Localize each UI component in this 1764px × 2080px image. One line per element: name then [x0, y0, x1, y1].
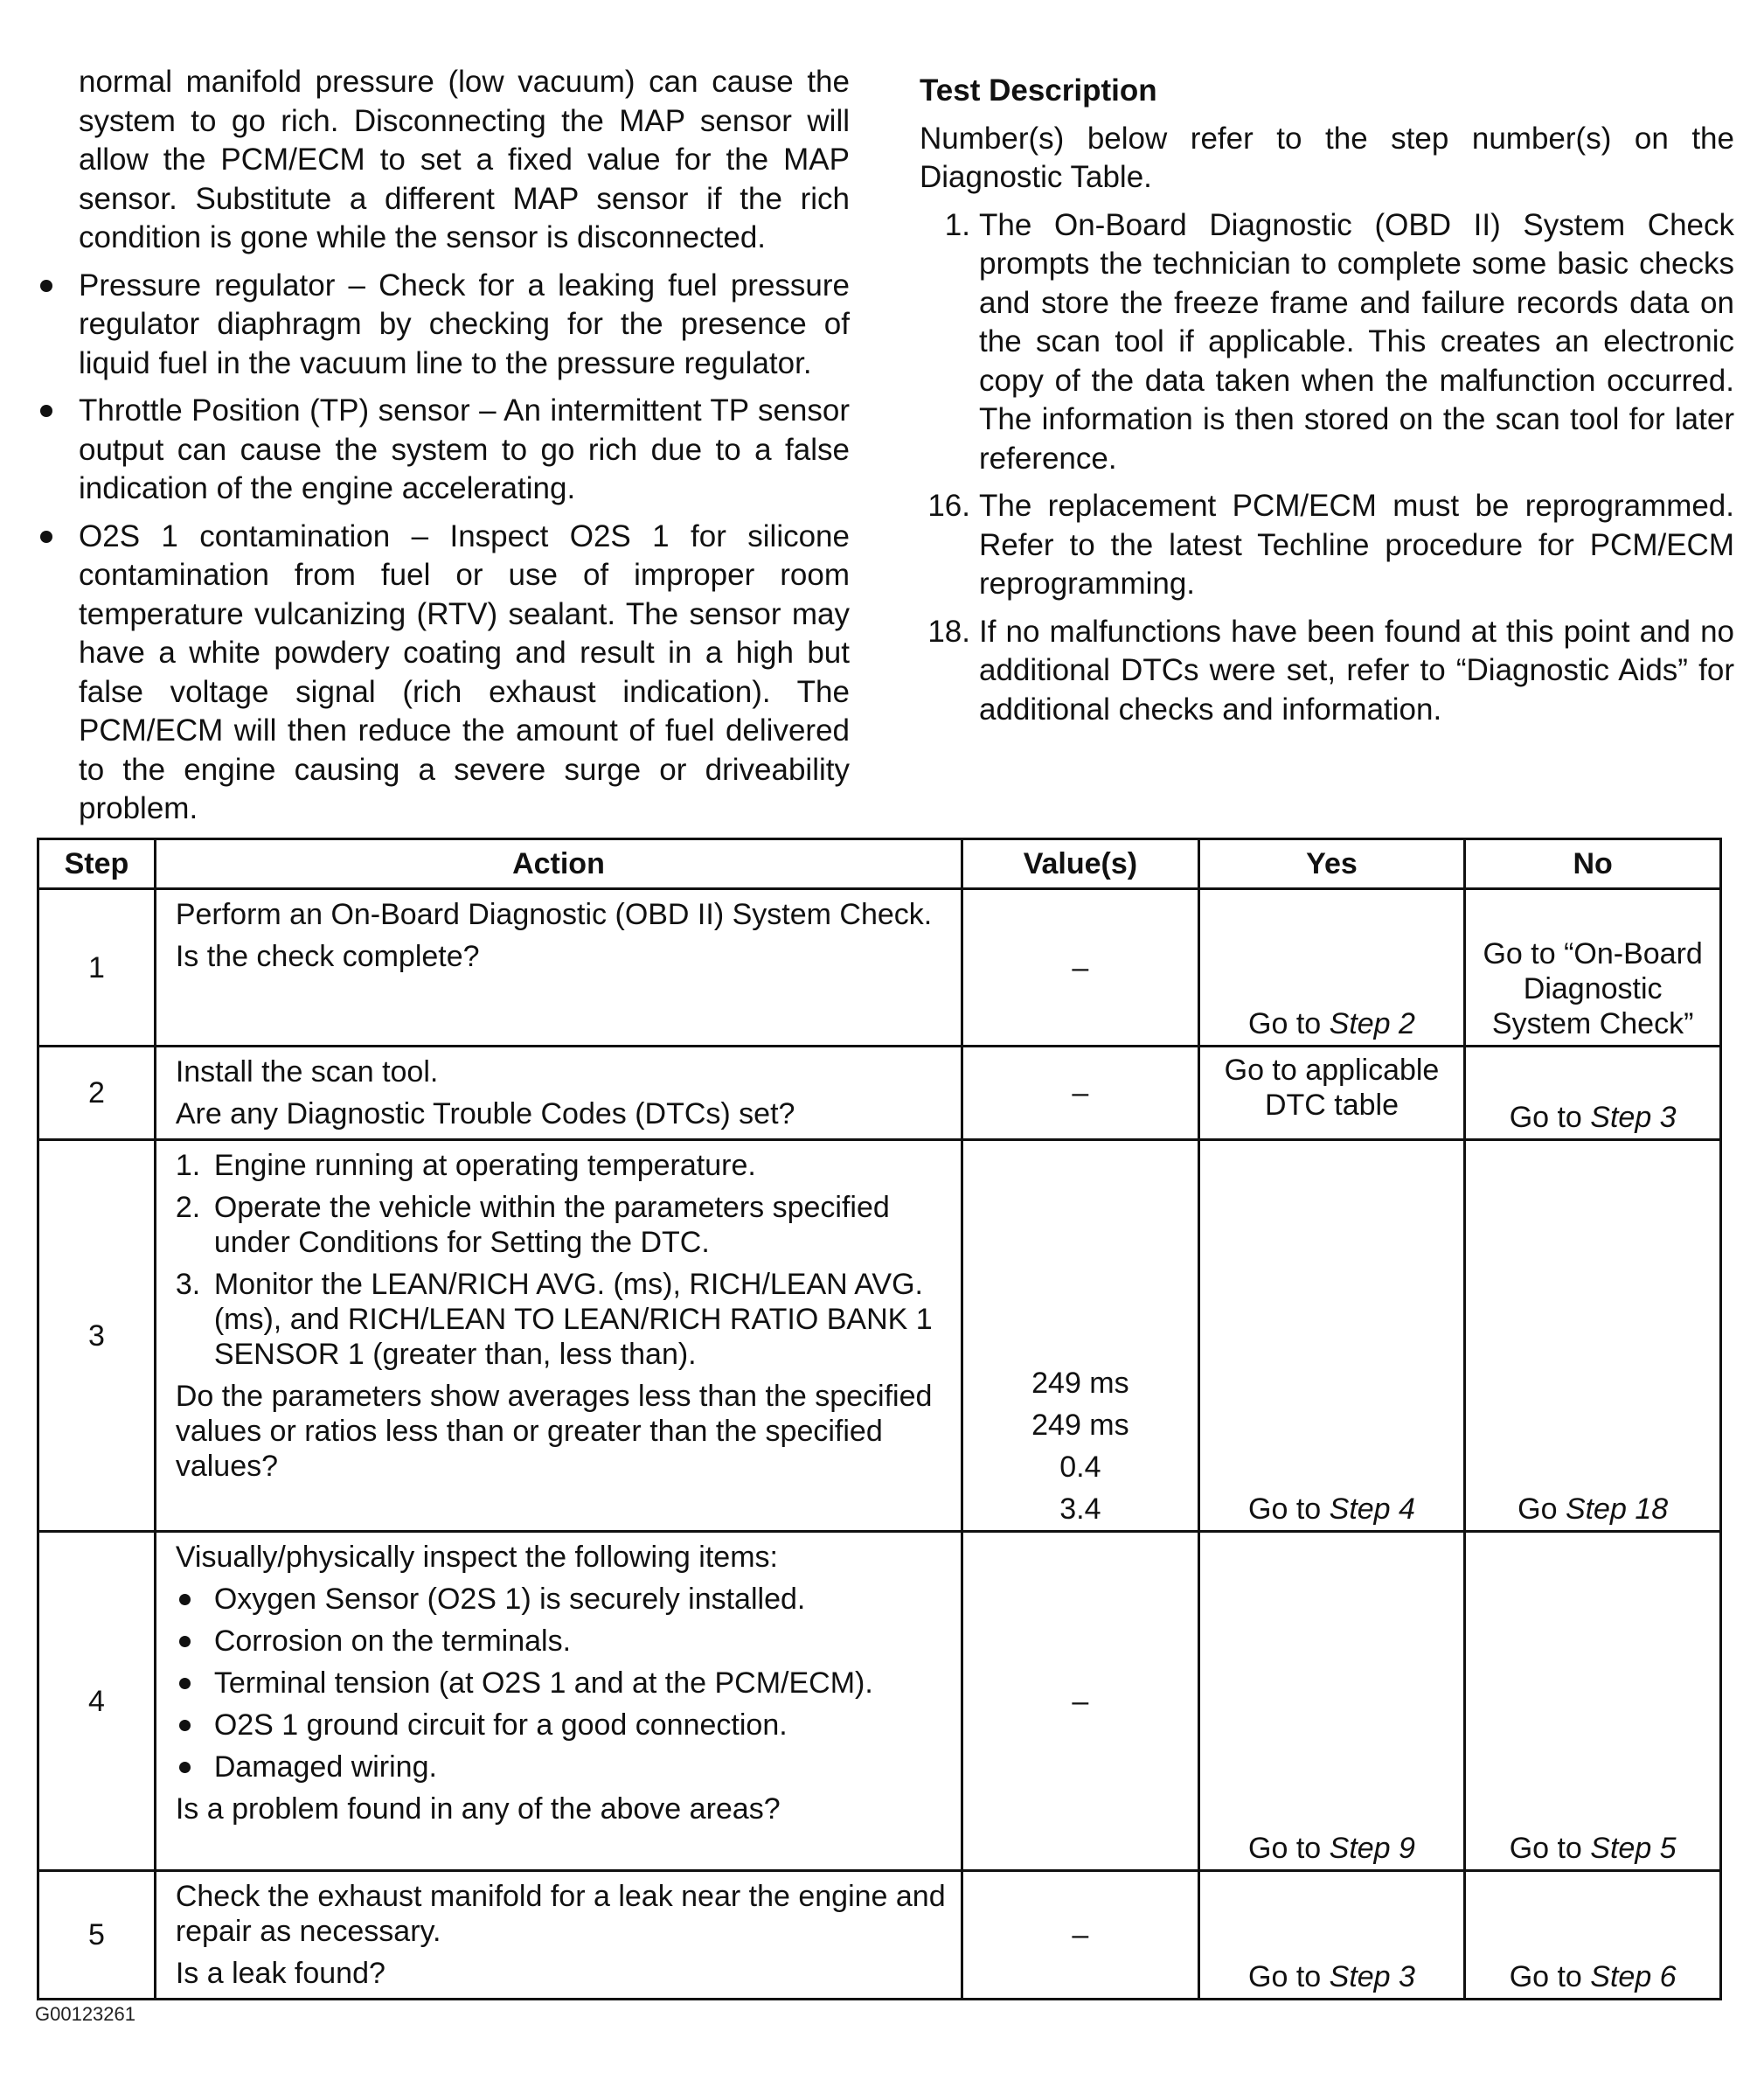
yes-step-ref: Step 9	[1329, 1832, 1415, 1865]
question-text: Is a leak found?	[175, 1957, 385, 1990]
step-number: 1	[38, 889, 156, 1047]
item-text: The On-Board Diagnostic (OBD II) System Check prompts the technician to complete some basic checks and store the freeze frame and failure records data on the scan tool if applicable. This creates an electronic copy of the data taken when the malfunction occurred. The information is then stored on the scan tool for later reference.	[979, 207, 1734, 476]
checklist-item	[176, 1582, 950, 1617]
action-cell	[155, 1047, 962, 1140]
table-row	[38, 1140, 1721, 1532]
sub-step	[176, 1148, 950, 1183]
value-cell: –	[962, 1047, 1199, 1140]
no-step-ref: Step 6	[1590, 1960, 1677, 1993]
yes-step-ref: Step 3	[1329, 1960, 1415, 1993]
left-column	[37, 63, 850, 838]
checklist-text: Oxygen Sensor (O2S 1) is securely installed.	[213, 1583, 806, 1616]
no-cell: Go to “On-Board Diagnostic System Check”	[1465, 889, 1721, 1047]
checklist-text: Damaged wiring.	[213, 1750, 437, 1784]
no-prefix: Go	[1517, 1492, 1566, 1526]
step-number: 5	[38, 1871, 156, 2000]
no-prefix: Go to	[1509, 1832, 1591, 1865]
table-row	[38, 889, 1721, 1047]
question-text: Is the check complete?	[175, 940, 480, 973]
action-cell	[155, 1871, 962, 2000]
value-cell: –	[962, 889, 1199, 1047]
checklist-text: Corrosion on the terminals.	[213, 1624, 572, 1658]
value-cell	[962, 1140, 1199, 1532]
yes-cell	[1198, 889, 1465, 1047]
step-number: 3	[38, 1140, 156, 1532]
yes-cell	[1198, 1871, 1465, 2000]
action-text: Check the exhaust manifold for a leak near the engine and repair as necessary.	[175, 1880, 946, 1948]
table-row	[38, 1871, 1721, 2000]
no-prefix: Go to	[1509, 1101, 1591, 1134]
header-yes: Yes	[1198, 839, 1465, 889]
spec-value: 0.4	[1059, 1450, 1101, 1484]
section-heading: Test Description	[920, 73, 1157, 108]
right-column	[920, 63, 1734, 738]
no-cell	[1465, 1532, 1721, 1871]
yes-cell	[1198, 1532, 1465, 1871]
bullet-dot	[176, 1666, 214, 1701]
step-number: 4	[38, 1532, 156, 1871]
no-step-ref: Step 3	[1590, 1101, 1677, 1134]
figure-id: G00123261	[35, 2003, 135, 2025]
no-cell	[1465, 1140, 1721, 1532]
spec-value: 249 ms	[1031, 1367, 1129, 1400]
yes-prefix: Go to	[1248, 1492, 1330, 1526]
item-text: The replacement PCM/ECM must be reprogrammed. Refer to the latest Techline procedure for PCM/ECM reprogramming.	[979, 489, 1734, 601]
yes-prefix: Go to	[1248, 1007, 1330, 1040]
checklist-text: O2S 1 ground circuit for a good connection.	[213, 1708, 788, 1742]
header-no: No	[1465, 839, 1721, 889]
header-values: Value(s)	[962, 839, 1199, 889]
checklist-item	[176, 1750, 950, 1784]
no-prefix: Go to	[1509, 1960, 1591, 1993]
no-step-ref: Step 5	[1590, 1832, 1677, 1865]
action-cell	[155, 889, 962, 1047]
intro-paragraph: normal manifold pressure (low vacuum) can cause the system to go rich. Disconnecting the MAP sensor will allow the PCM/ECM to set a fixed value for the MAP sensor. Substitute a different MAP sensor if the rich condition is gone while the sensor is disconnected.	[79, 65, 850, 254]
bullet-dot	[176, 1708, 214, 1743]
spec-value: 249 ms	[1031, 1409, 1129, 1442]
sub-step-text: Monitor the LEAN/RICH AVG. (ms), RICH/LEAN AVG. (ms), and RICH/LEAN TO LEAN/RICH RATIO BANK 1 SENSOR 1 (greater than, less than).	[213, 1268, 933, 1371]
no-step-ref: Step 18	[1565, 1492, 1669, 1526]
question-text: Do the parameters show averages less than the specified values or ratios less than or greater than the specified values?	[175, 1380, 933, 1483]
bullet-list	[37, 267, 850, 829]
no-cell	[1465, 1047, 1721, 1140]
yes-step-ref: Step 2	[1329, 1007, 1415, 1040]
diagnostic-table	[37, 838, 1722, 2000]
spec-value: 3.4	[1059, 1492, 1101, 1526]
item-number: 16.	[927, 489, 970, 523]
sub-step-number: 1.	[175, 1149, 201, 1182]
test-description-list	[920, 206, 1734, 730]
sub-step	[176, 1190, 950, 1260]
question-text: Is a problem found in any of the above areas?	[175, 1792, 781, 1826]
bullet-item: Pressure regulator – Check for a leaking fuel pressure regulator diaphragm by checking for the presence of liquid fuel in the vacuum line to the pressure regulator.	[37, 267, 850, 384]
checklist-item	[176, 1624, 950, 1659]
bullet-dot	[176, 1750, 214, 1784]
yes-cell: Go to applicable DTC table	[1198, 1047, 1465, 1140]
table-header-row	[38, 839, 1721, 889]
bullet-dot	[176, 1624, 214, 1659]
step-number: 2	[38, 1047, 156, 1140]
no-cell	[1465, 1871, 1721, 2000]
section-intro: Number(s) below refer to the step number(s) on the Diagnostic Table.	[920, 121, 1734, 194]
question-text: Are any Diagnostic Trouble Codes (DTCs) set?	[175, 1097, 795, 1130]
value-cell: –	[962, 1532, 1199, 1871]
sub-step	[176, 1267, 950, 1372]
table-row	[38, 1532, 1721, 1871]
item-text: If no malfunctions have been found at this point and no additional DTCs were set, refer to “Diagnostic Aids” for additional checks and information.	[979, 614, 1734, 727]
bullet-item: O2S 1 contamination – Inspect O2S 1 for silicone contamination from fuel or use of improper room temperature vulcanizing (RTV) sealant. The sensor may have a white powdery coating and result in a high but false voltage signal (rich exhaust indication). The PCM/ECM will then reduce the amount of fuel delivered to the engine causing a severe surge or driveability problem.	[37, 518, 850, 829]
bullet-item: Throttle Position (TP) sensor – An intermittent TP sensor output can cause the system to go rich due to a false indication of the engine accelerating.	[37, 392, 850, 509]
item-number: 18.	[927, 614, 970, 649]
action-cell	[155, 1532, 962, 1871]
sub-step-text: Operate the vehicle within the parameters specified under Conditions for Setting the DTC.	[213, 1191, 890, 1259]
sub-step-number: 3.	[175, 1268, 201, 1301]
checklist-item	[176, 1708, 950, 1743]
list-item	[920, 613, 1734, 730]
action-text: Install the scan tool.	[175, 1055, 439, 1089]
action-text: Visually/physically inspect the following items:	[175, 1541, 778, 1574]
header-action: Action	[155, 839, 962, 889]
table-row	[38, 1047, 1721, 1140]
yes-cell	[1198, 1140, 1465, 1532]
list-item	[920, 206, 1734, 479]
bullet-dot	[176, 1582, 214, 1617]
sub-step-number: 2.	[175, 1191, 201, 1224]
header-step: Step	[38, 839, 156, 889]
sub-step-text: Engine running at operating temperature.	[213, 1149, 756, 1182]
checklist-item	[176, 1666, 950, 1701]
yes-step-ref: Step 4	[1329, 1492, 1415, 1526]
yes-prefix: Go to	[1248, 1832, 1330, 1865]
action-text: Perform an On-Board Diagnostic (OBD II) System Check.	[175, 898, 933, 931]
list-item	[920, 487, 1734, 604]
checklist-text: Terminal tension (at O2S 1 and at the PCM/ECM).	[213, 1666, 873, 1700]
yes-prefix: Go to	[1248, 1960, 1330, 1993]
value-cell: –	[962, 1871, 1199, 2000]
action-cell	[155, 1140, 962, 1532]
item-number: 1.	[944, 207, 970, 242]
